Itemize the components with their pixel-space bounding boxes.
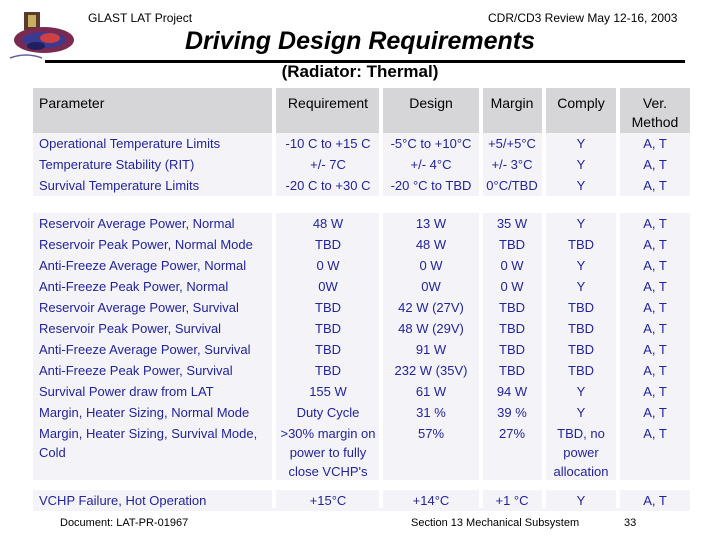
cell-margin: TBD [499,363,525,378]
cell-requirement: TBD [315,342,341,357]
cell-parameter: Anti-Freeze Average Power, Survival [39,342,251,357]
cell-ver-method: A, T [643,405,667,420]
cell-ver-method: A, T [643,426,667,441]
column-header-comply: Comply [557,95,605,111]
cell-margin: TBD [499,321,525,336]
cell-margin: 94 W [496,384,528,399]
cell-margin: 0 W [500,279,524,294]
cell-comply: Y [576,405,586,420]
cell-ver-method: A, T [643,300,667,315]
cell-parameter: Operational Temperature Limits [39,136,221,151]
cell-design: 48 W [415,237,447,252]
cell-margin: 35 W [496,216,528,231]
cell-comply: Y [576,136,586,151]
cell-requirement: TBD [315,363,341,378]
column-header-ver-method: Ver. Method [631,95,679,130]
cell-design: 232 W (35V) [394,363,468,378]
cell-requirement: +15°C [309,493,347,508]
cell-design: 61 W [415,384,447,399]
cell-comply: Y [576,258,586,273]
cell-comply: TBD, no power allocation [553,426,609,479]
cell-ver-method: A, T [643,178,667,193]
cell-margin: +5/+5°C [488,136,536,151]
cell-comply: Y [576,216,586,231]
cell-parameter: Reservoir Peak Power, Survival [39,321,222,336]
cell-comply: Y [576,384,586,399]
cell-ver-method: A, T [643,237,667,252]
cell-requirement: TBD [315,300,341,315]
cell-ver-method: A, T [643,258,667,273]
cell-design: 0W [421,279,441,294]
cell-margin: 0°C/TBD [486,178,538,193]
cell-ver-method: A, T [643,136,667,151]
cell-requirement: Duty Cycle [296,405,360,420]
cell-requirement: 0 W [316,258,340,273]
cell-ver-method: A, T [643,363,667,378]
cell-parameter: Temperature Stability (RIT) [39,157,195,172]
cell-comply: Y [576,279,586,294]
group-separator [33,480,690,490]
cell-margin: +/- 3°C [491,157,533,172]
cell-comply: Y [576,493,586,508]
cell-comply: TBD [568,342,594,357]
cell-requirement: TBD [315,237,341,252]
page-title: Driving Design Requirements [184,27,536,55]
cell-margin: 27% [498,426,526,441]
cell-margin: 39 % [497,405,527,420]
cell-ver-method: A, T [643,216,667,231]
cell-margin: TBD [499,237,525,252]
cell-requirement: 0W [318,279,338,294]
cell-margin: TBD [499,300,525,315]
cell-parameter: Reservoir Average Power, Normal [39,216,235,231]
cell-margin: +1 °C [495,493,529,508]
cell-requirement: >30% margin on power to fully close VCHP's [280,426,376,479]
cell-requirement: -10 C to +15 C [285,136,371,151]
column-separator [542,88,546,508]
cell-parameter: Survival Power draw from LAT [39,384,214,399]
group-separator [33,196,690,213]
cell-design: -20 °C to TBD [390,178,472,193]
cell-parameter: Reservoir Average Power, Survival [39,300,239,315]
cell-design: 31 % [416,405,446,420]
table-header-row [33,88,690,133]
cell-parameter: Margin, Heater Sizing, Survival Mode, Cold [39,426,258,460]
footer-page-number: 33 [624,517,637,529]
cell-design: 57% [417,426,445,441]
cell-requirement: 48 W [312,216,344,231]
cell-comply: TBD [568,363,594,378]
cell-ver-method: A, T [643,384,667,399]
cell-parameter: Anti-Freeze Average Power, Normal [39,258,247,273]
cell-ver-method: A, T [643,279,667,294]
cell-parameter: Survival Temperature Limits [39,178,200,193]
column-header-requirement: Requirement [287,95,369,111]
cell-requirement: -20 C to +30 C [285,178,371,193]
cell-parameter: Reservoir Peak Power, Normal Mode [39,237,253,252]
cell-comply: Y [576,157,586,172]
cell-margin: TBD [499,342,525,357]
cell-design: 91 W [415,342,447,357]
cell-comply: TBD [568,237,594,252]
cell-design: -5°C to +10°C [390,136,472,151]
cell-ver-method: A, T [643,321,667,336]
cell-parameter: Margin, Heater Sizing, Normal Mode [39,405,250,420]
cell-design: +14°C [412,493,450,508]
cell-parameter: VCHP Failure, Hot Operation [39,493,207,508]
column-header-parameter: Parameter [39,95,105,111]
cell-comply: Y [576,178,586,193]
cell-requirement: 155 W [309,384,347,399]
cell-parameter: Anti-Freeze Peak Power, Normal [39,279,229,294]
footer-section: Section 13 Mechanical Subsystem [411,517,580,529]
cell-requirement: +/- 7C [310,157,346,172]
column-separator [272,88,276,508]
cell-parameter: Anti-Freeze Peak Power, Survival [39,363,233,378]
requirements-table [33,88,690,508]
cell-margin: 0 W [500,258,524,273]
footer-document: Document: LAT-PR-01967 [60,517,189,529]
column-separator [379,88,383,508]
cell-design: 13 W [415,216,447,231]
project-name: GLAST LAT Project [88,11,193,25]
cell-design: +/- 4°C [410,157,452,172]
page-subtitle: (Radiator: Thermal) [281,62,439,81]
cell-ver-method: A, T [643,342,667,357]
cell-comply: TBD [568,321,594,336]
cell-design: 48 W (29V) [398,321,464,336]
column-header-margin: Margin [490,95,534,111]
review-date: CDR/CD3 Review May 12-16, 2003 [488,11,678,25]
column-separator [616,88,620,508]
column-header-design: Design [409,95,453,111]
cell-ver-method: A, T [643,493,667,508]
cell-ver-method: A, T [643,157,667,172]
cell-requirement: TBD [315,321,341,336]
cell-design: 42 W (27V) [398,300,464,315]
cell-design: 0 W [419,258,443,273]
cell-comply: TBD [568,300,594,315]
column-separator [479,88,483,508]
